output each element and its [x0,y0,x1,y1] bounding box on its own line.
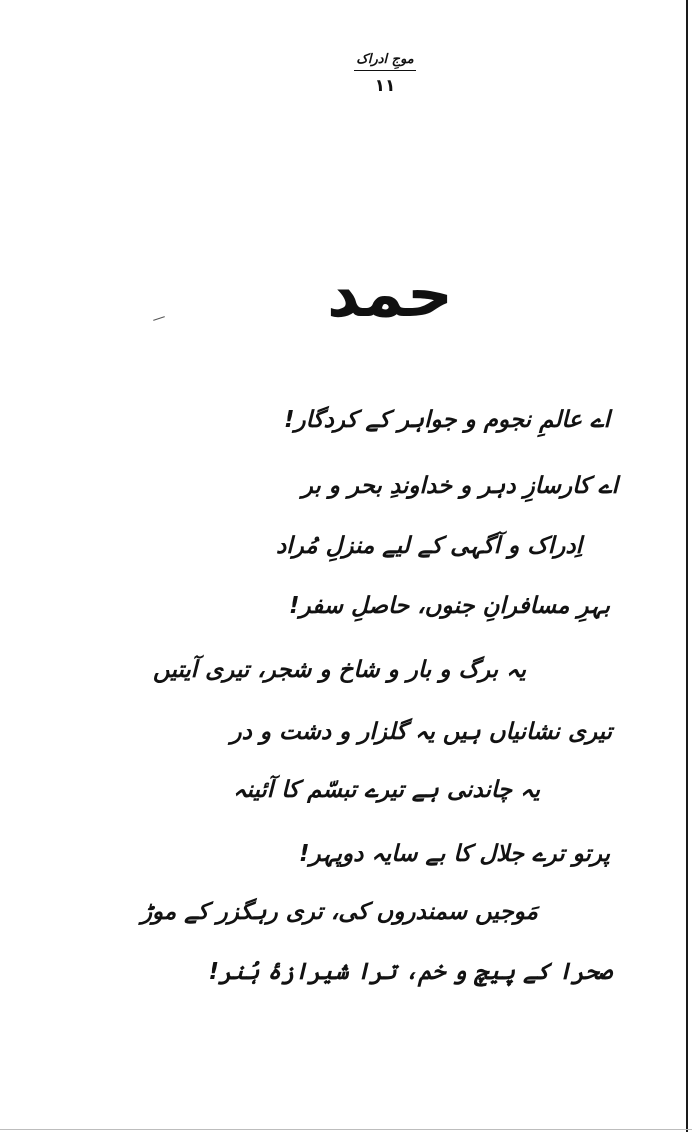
verse-line: یہ چاندنی ہے تیرے تبسّم کا آئینہ [233,777,540,803]
verse-line: پرتو ترے جلال کا بے سایہ دوپہر! [298,841,610,867]
page-edge-bottom [0,1129,692,1130]
verse-line: مَوجیں سمندروں کی، تری رہگزر کے موڑ [140,899,538,925]
running-head: موجِ ادراک [354,51,416,71]
page-edge-right [686,0,688,1132]
verse-line: صحرا کے پیچ و خم، ترا شیرازۂ ہُنر! [208,959,612,985]
page-title: حمد [327,258,453,332]
stray-mark [153,316,165,321]
verse-line: اے عالمِ نجوم و جواہر کے کردگار! [284,407,610,433]
verse-line: اے کارسازِ دہر و خداوندِ بحر و بر [301,473,618,499]
page-number: ۱۱ [374,76,396,96]
verse-line: یہ برگ و بار و شاخ و شجر، تیری آیتیں [152,657,526,683]
verse-line: بہرِ مسافرانِ جنوں، حاصلِ سفر! [288,593,610,619]
verse-line: اِدراک و آگہی کے لیے منزلِ مُراد [275,533,582,559]
page-header [330,48,440,97]
verse-line: تیری نشانیاں ہیں یہ گلزار و دشت و در [230,719,612,745]
